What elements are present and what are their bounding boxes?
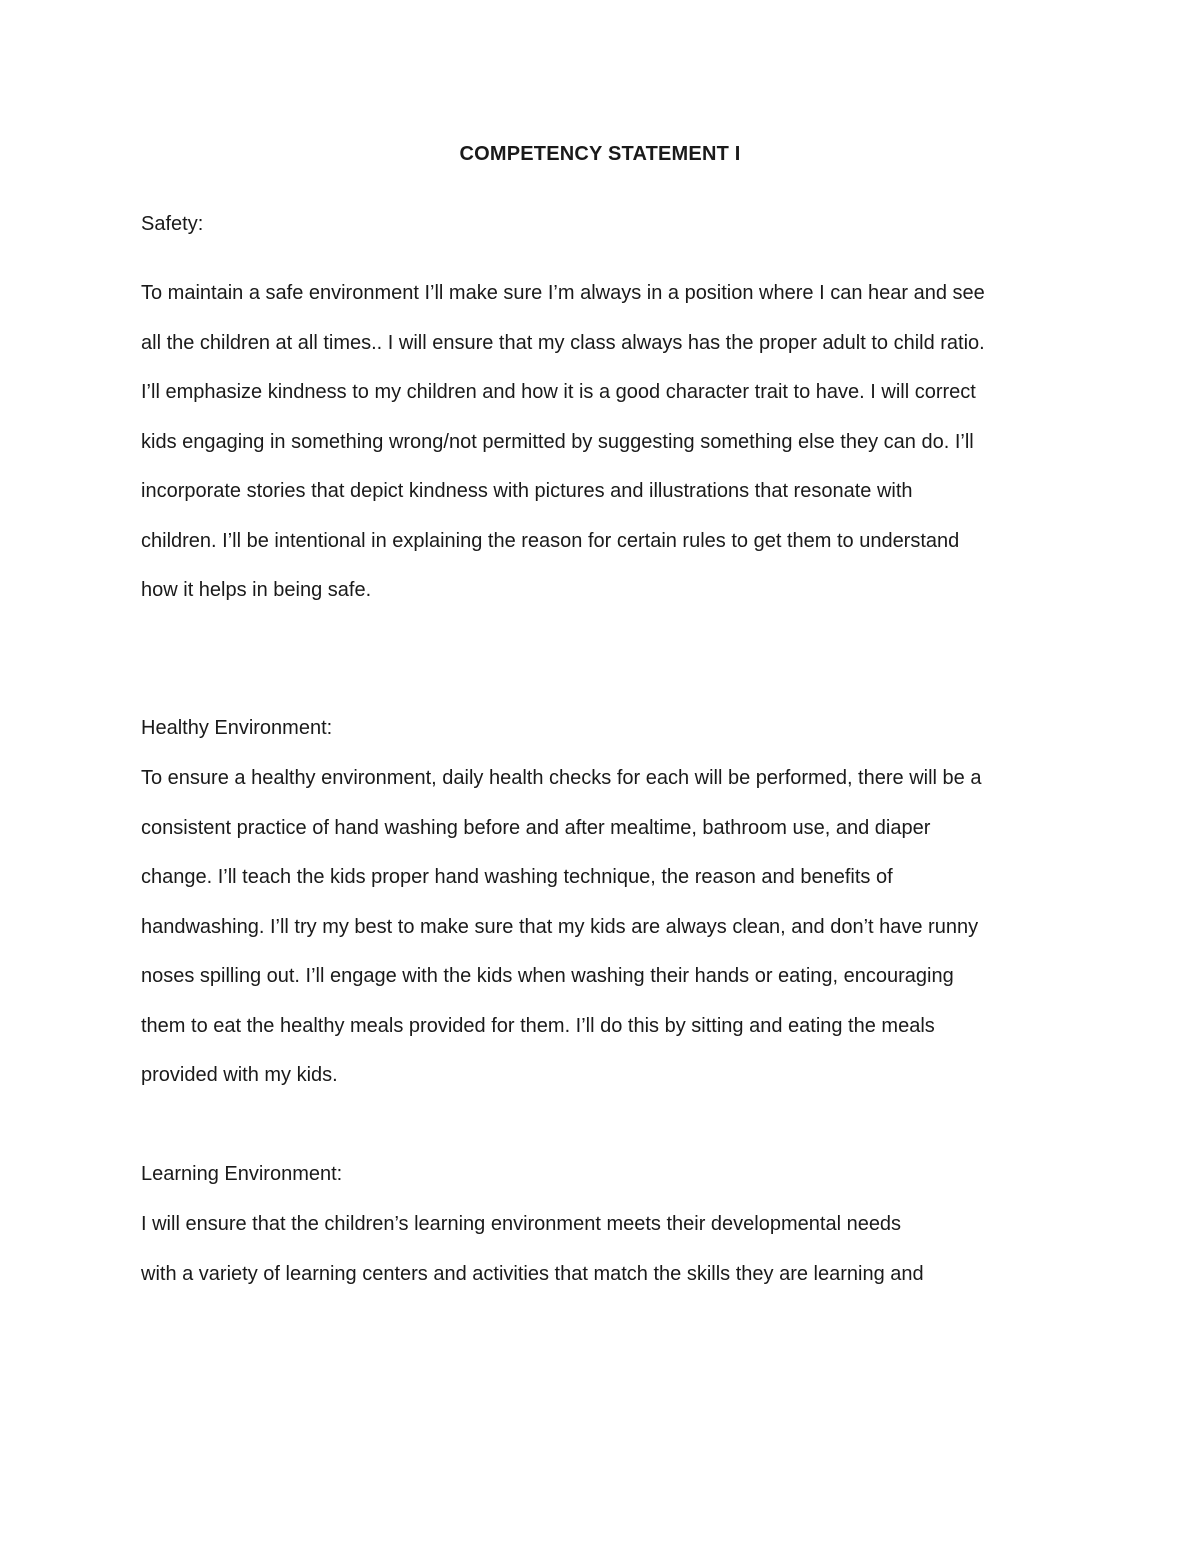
paragraph-line: To ensure a healthy environment, daily health checks for each will be performed, there will be a — [141, 767, 982, 789]
paragraph-line: them to eat the healthy meals provided for them. I’ll do this by sitting and eating the meals — [141, 1015, 935, 1037]
paragraph-line: To maintain a safe environment I’ll make sure I’m always in a position where I can hear and see — [141, 282, 985, 304]
paragraph-line: children. I’ll be intentional in explaining the reason for certain rules to get them to understand — [141, 530, 960, 552]
document-title: COMPETENCY STATEMENT I — [459, 143, 741, 165]
paragraph-line: provided with my kids. — [141, 1064, 338, 1086]
paragraph-line: incorporate stories that depict kindness with pictures and illustrations that resonate with — [141, 480, 913, 502]
section-heading-learning-environment: Learning Environment: — [141, 1163, 343, 1185]
section-heading-safety: Safety: — [141, 213, 204, 235]
paragraph-line: kids engaging in something wrong/not permitted by suggesting something else they can do. I’ll — [141, 431, 974, 453]
paragraph-line: I’ll emphasize kindness to my children and how it is a good character trait to have. I will correct — [141, 381, 976, 403]
section-heading-healthy-environment: Healthy Environment: — [141, 717, 333, 739]
paragraph-line: change. I’ll teach the kids proper hand washing technique, the reason and benefits of — [141, 866, 893, 888]
paragraph-line: I will ensure that the children’s learning environment meets their developmental needs — [141, 1213, 902, 1235]
paragraph-line: handwashing. I’ll try my best to make sure that my kids are always clean, and don’t have runny — [141, 916, 979, 938]
paragraph-line: consistent practice of hand washing before and after mealtime, bathroom use, and diaper — [141, 817, 931, 839]
paragraph-line: all the children at all times.. I will ensure that my class always has the proper adult to child ratio. — [141, 332, 985, 354]
paragraph-line: how it helps in being safe. — [141, 579, 372, 601]
paragraph-line: noses spilling out. I’ll engage with the kids when washing their hands or eating, encouraging — [141, 965, 954, 987]
paragraph-line: with a variety of learning centers and activities that match the skills they are learning and — [141, 1263, 924, 1285]
